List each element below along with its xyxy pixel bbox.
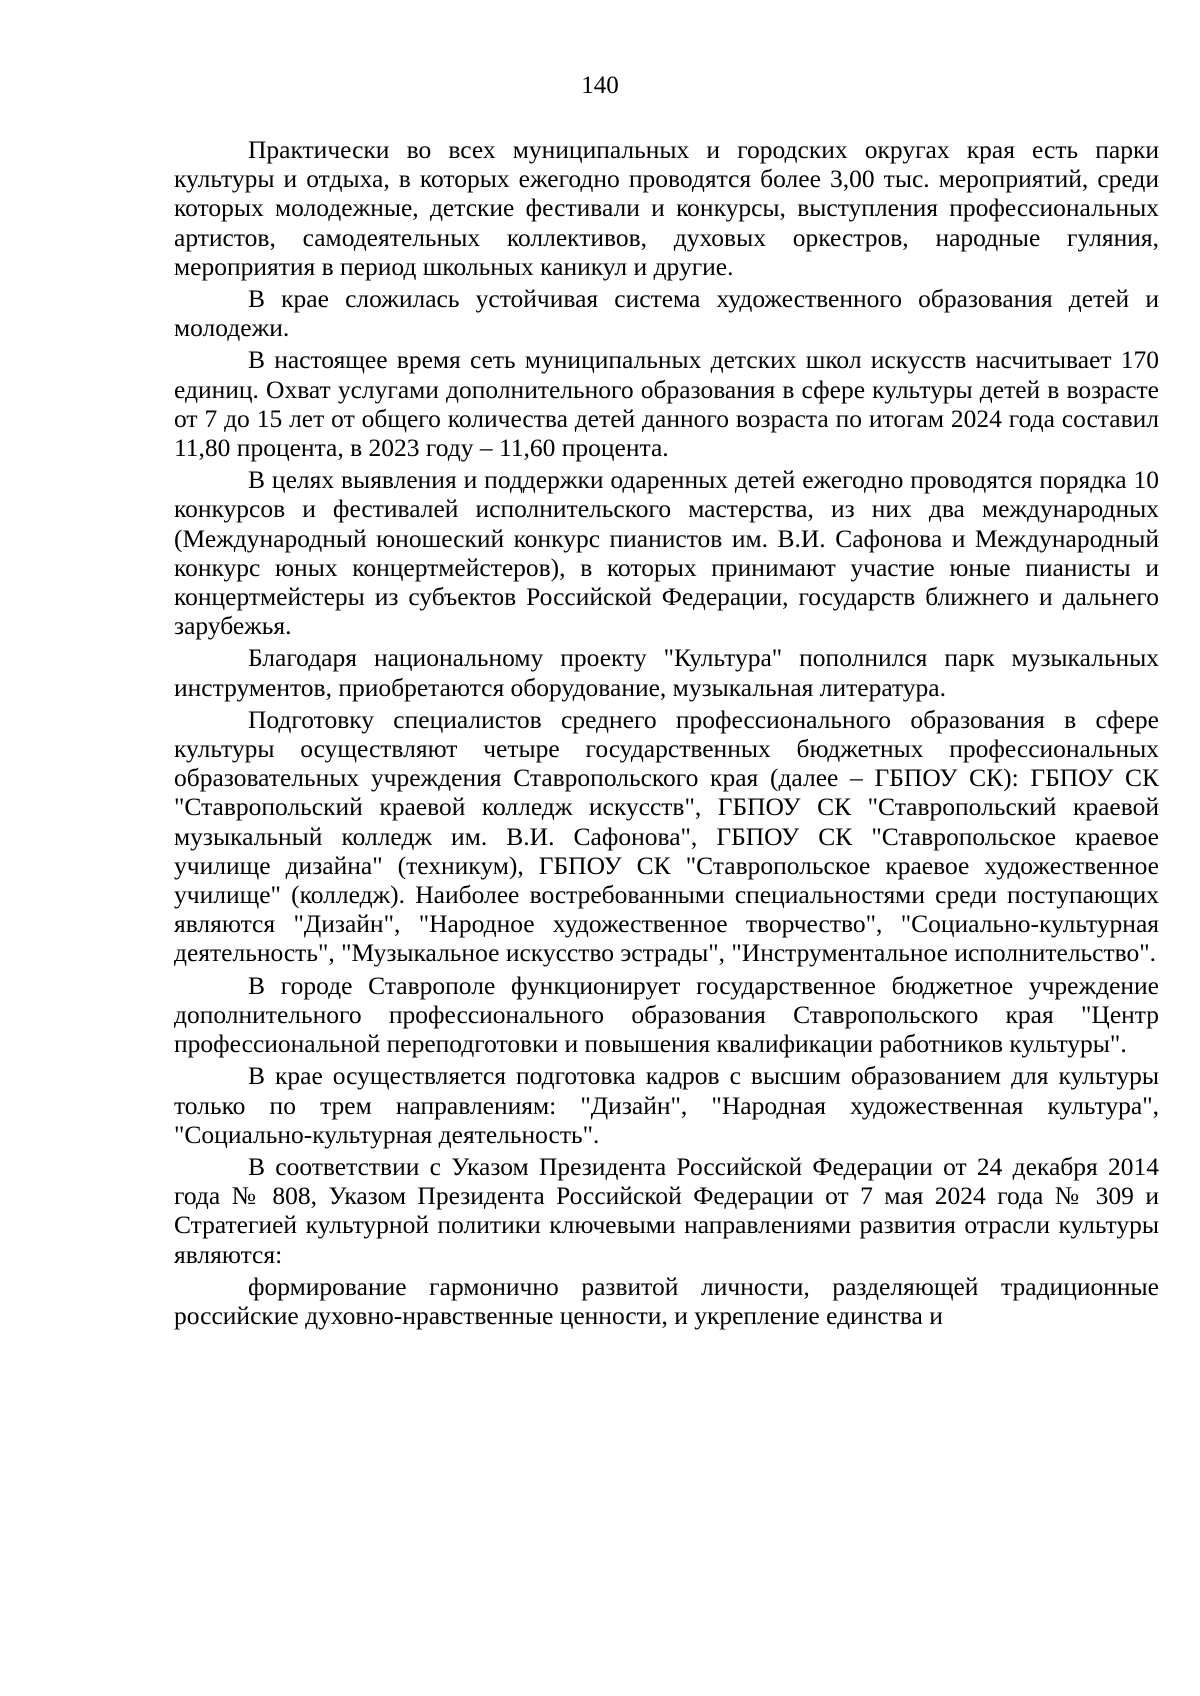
paragraph-national-project: Благодаря национальному проекту "Культура" пополнился парк музыкальных инструментов, приобретаются оборудование, музыкальная литература. (174, 643, 1159, 702)
document-body (174, 135, 1159, 1333)
paragraph-vocational-training: Подготовку специалистов среднего профессионального образования в сфере культуры осуществляют четыре государственных бюджетных профессиональных образовательных учреждения Ставропольского края (далее – ГБПОУ СК): ГБПОУ СК "Ставропольский краевой колледж искусств", ГБПОУ СК "Ставропольский краевой музыкальный колледж им. В.И. Сафонова", ГБПОУ СК "Ставропольское краевое училище дизайна" (техникум), ГБПОУ СК "Ставропольское краевое художественное училище" (колледж). Наиболее востребованными специальностями среди поступающих являются "Дизайн", "Народное художественное творчество", "Социально-культурная деятельность", "Музыкальное искусство эстрады", "Инструментальное исполнительство". (174, 704, 1159, 968)
page-number: 140 (581, 72, 619, 99)
paragraph-training-center: В городе Ставрополе функционирует государственное бюджетное учреждение дополнительного профессионального образования Ставропольского края "Центр профессиональной переподготовки и повышения квалификации работников культуры". (174, 970, 1159, 1059)
paragraph-art-education-system: В крае сложилась устойчивая система художественного образования детей и молодежи. (174, 284, 1159, 343)
paragraph-gifted-children: В целях выявления и поддержки одаренных детей ежегодно проводятся порядка 10 конкурсов и фестивалей исполнительского мастерства, из них два международных (Международный юношеский конкурс пианистов им. В.И. Сафонова и Международный конкурс юных концертмейстеров), в которых принимают участие юные пианисты и концертмейстеры из субъектов Российской Федерации, государств ближнего и дальнего зарубежья. (174, 465, 1159, 641)
paragraph-art-schools: В настоящее время сеть муниципальных детских школ искусств насчитывает 170 единиц. Охват услугами дополнительного образования в сфере культуры детей в возрасте от 7 до 15 лет от общего количества детей данного возраста по итогам 2024 года составил 11,80 процента, в 2023 году – 11,60 процента. (174, 345, 1159, 463)
paragraph-higher-education: В крае осуществляется подготовка кадров с высшим образованием для культуры только по трем направлениям: "Дизайн", "Народная художественная культура", "Социально-культурная деятельность". (174, 1061, 1159, 1149)
paragraph-parks: Практически во всех муниципальных и городских округах края есть парки культуры и отдыха, в которых ежегодно проводятся более 3,00 тыс. мероприятий, среди которых молодежные, детские фестивали и конкурсы, выступления профессиональных артистов, самодеятельных коллективов, духовых оркестров, народные гуляния, мероприятия в период школьных каникул и другие. (174, 135, 1159, 281)
paragraph-personality-formation: формирование гармонично развитой личности, разделяющей традиционные российские духовно-нравственные ценности, и укрепление единства и (174, 1271, 1159, 1330)
paragraph-presidential-decrees: В соответствии с Указом Президента Российской Федерации от 24 декабря 2014 года № 808, Указом Президента Российской Федерации от 7 мая 2024 года № 309 и Стратегией культурной политики ключевыми направлениями развития отрасли культуры являются: (174, 1151, 1159, 1269)
